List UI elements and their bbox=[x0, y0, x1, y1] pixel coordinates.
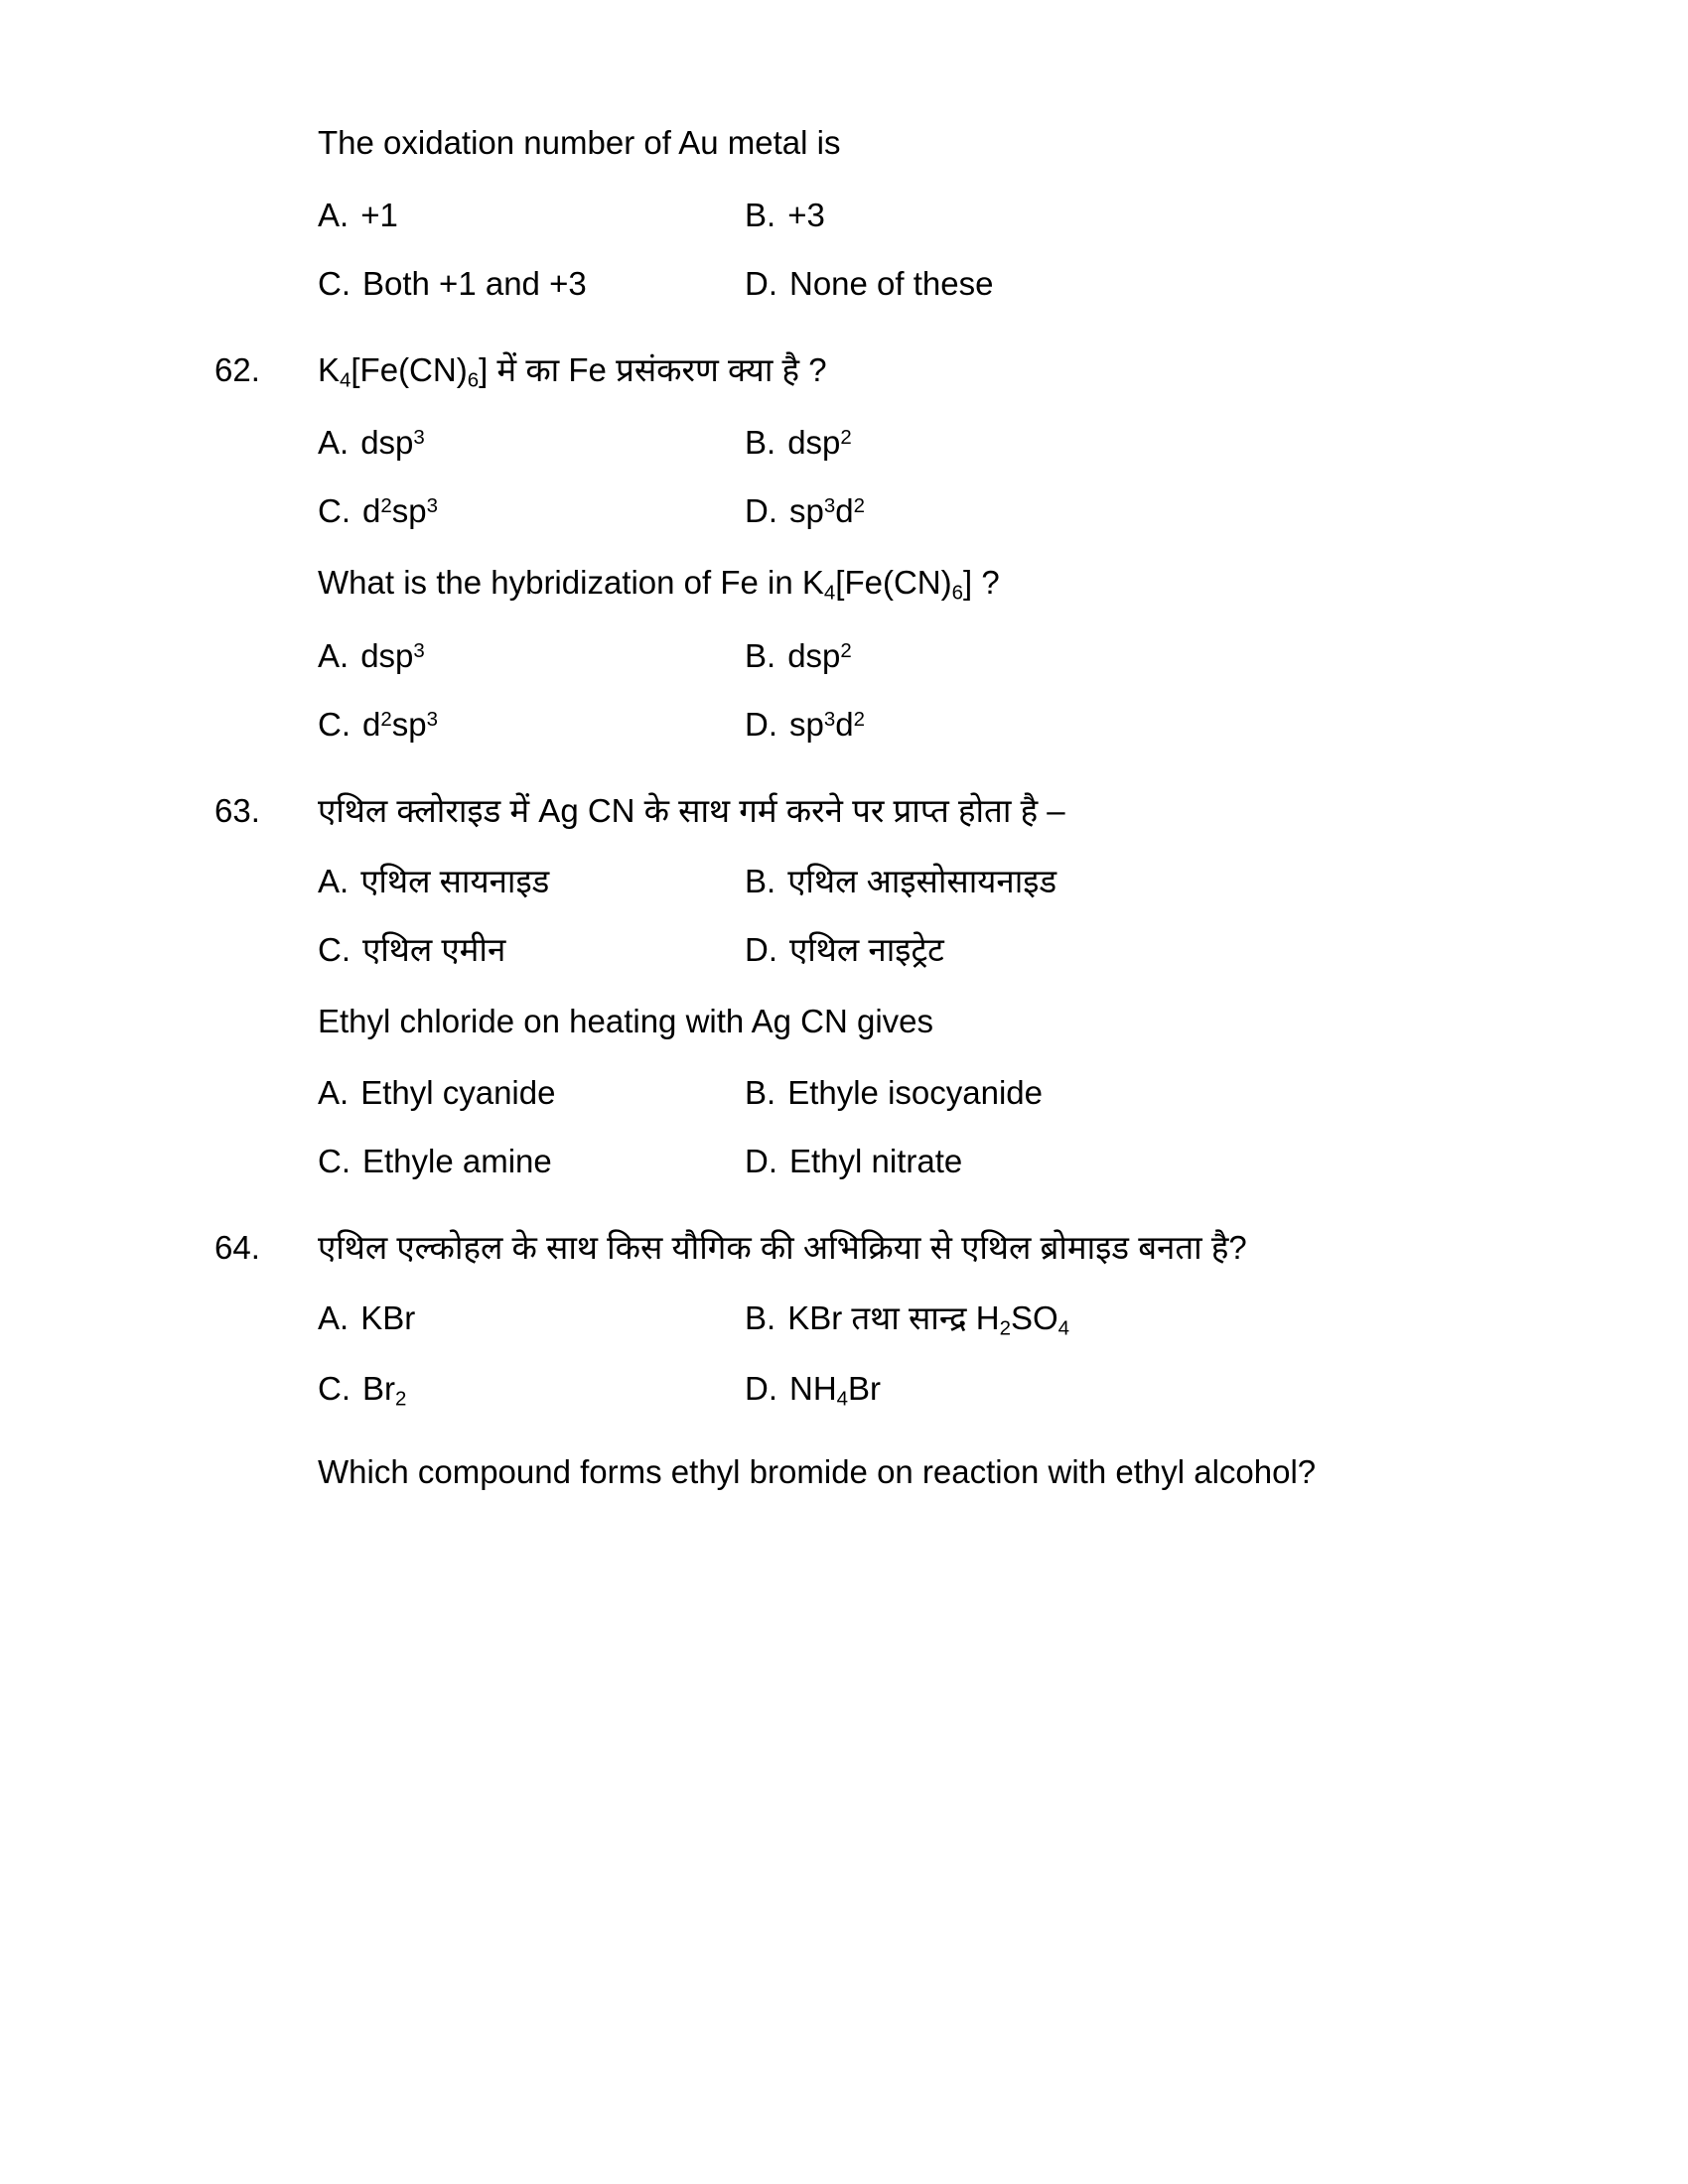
question-number: 62. bbox=[214, 350, 260, 388]
option-a[interactable] bbox=[318, 195, 745, 237]
option-b[interactable] bbox=[745, 1072, 1519, 1115]
option-letter: A. bbox=[318, 862, 350, 899]
option-label: KBr तथा सान्द्र $H_2SO_4$ bbox=[787, 1299, 1069, 1340]
question-block-64-english bbox=[209, 1439, 1519, 1505]
option-d[interactable] bbox=[745, 490, 1519, 533]
option-d[interactable] bbox=[745, 263, 1519, 306]
option-row bbox=[318, 490, 1519, 533]
option-label: Both +1 and +3 bbox=[362, 264, 587, 302]
option-d[interactable] bbox=[745, 704, 1519, 747]
option-letter: B. bbox=[745, 1299, 776, 1337]
option-letter: C. bbox=[318, 930, 351, 968]
question-heading bbox=[209, 349, 1519, 394]
option-group bbox=[318, 1297, 1519, 1414]
option-letter: B. bbox=[745, 1074, 776, 1112]
option-row bbox=[318, 263, 1519, 306]
option-label: dsp$^2$ bbox=[787, 637, 852, 675]
option-label: $Br_2$ bbox=[362, 1370, 407, 1412]
option-letter: A. bbox=[318, 196, 350, 233]
option-label: एथिल आइसोसायनाइड bbox=[787, 862, 1057, 899]
option-c[interactable] bbox=[318, 490, 745, 533]
option-label: एथिल सायनाइड bbox=[360, 862, 550, 899]
option-letter: D. bbox=[745, 1370, 777, 1408]
option-c[interactable] bbox=[318, 263, 745, 306]
question-block-63-english bbox=[209, 998, 1519, 1184]
option-letter: D. bbox=[745, 491, 777, 529]
option-letter: C. bbox=[318, 264, 351, 302]
option-label: $d^2sp^3$ bbox=[362, 705, 438, 743]
option-row bbox=[318, 704, 1519, 747]
question-list bbox=[209, 119, 1519, 1533]
question-heading bbox=[209, 1227, 1519, 1270]
option-row bbox=[318, 861, 1519, 903]
option-d[interactable] bbox=[745, 929, 1519, 972]
option-a[interactable] bbox=[318, 1072, 745, 1115]
option-letter: B. bbox=[745, 423, 776, 461]
question-block-62-english bbox=[209, 559, 1519, 747]
option-b[interactable] bbox=[745, 422, 1519, 465]
option-label: None of these bbox=[789, 264, 994, 302]
question-block-63-hindi bbox=[209, 790, 1519, 972]
option-row bbox=[318, 635, 1519, 678]
option-label: Ethyle isocyanide bbox=[787, 1074, 1044, 1112]
option-letter: C. bbox=[318, 1370, 351, 1408]
block-spacer bbox=[209, 332, 1519, 349]
option-label: Ethyl cyanide bbox=[360, 1074, 556, 1112]
option-row bbox=[318, 1368, 1519, 1413]
option-c[interactable] bbox=[318, 1141, 745, 1183]
option-letter: C. bbox=[318, 491, 351, 529]
option-group bbox=[318, 195, 1519, 306]
question-stem: $K_4[Fe(CN)_6]$ में का Fe प्रसंकरण क्या है ? bbox=[318, 350, 827, 392]
option-label: $sp^3d^2$ bbox=[789, 705, 865, 743]
option-a[interactable] bbox=[318, 861, 745, 903]
option-c[interactable] bbox=[318, 1368, 745, 1413]
option-label: +3 bbox=[787, 196, 825, 233]
option-b[interactable] bbox=[745, 635, 1519, 678]
option-a[interactable] bbox=[318, 422, 745, 465]
question-stem: What is the hybridization of Fe in $K_4[Fe(CN)_6]$ ? bbox=[318, 563, 1000, 605]
option-group bbox=[318, 422, 1519, 533]
option-d[interactable] bbox=[745, 1368, 1519, 1413]
option-label: एथिल नाइट्रेट bbox=[789, 930, 944, 968]
option-row bbox=[318, 1072, 1519, 1115]
option-label: +1 bbox=[360, 196, 398, 233]
question-stem: Ethyl chloride on heating with Ag CN gives bbox=[318, 1002, 934, 1039]
option-row bbox=[318, 1297, 1519, 1342]
option-letter: C. bbox=[318, 705, 351, 743]
option-letter: A. bbox=[318, 637, 350, 675]
option-label: KBr bbox=[360, 1299, 416, 1337]
block-spacer bbox=[209, 772, 1519, 790]
option-letter: B. bbox=[745, 637, 776, 675]
option-letter: D. bbox=[745, 930, 777, 968]
question-block-62-hindi bbox=[209, 349, 1519, 533]
option-a[interactable] bbox=[318, 1297, 745, 1342]
option-letter: B. bbox=[745, 862, 776, 899]
option-letter: D. bbox=[745, 264, 777, 302]
option-label: $d^2sp^3$ bbox=[362, 491, 438, 529]
question-stem: एथिल क्लोराइड में Ag CN के साथ गर्म करने पर प्राप्त होता है – bbox=[318, 791, 1065, 829]
option-label: dsp$^3$ bbox=[360, 423, 425, 461]
option-a[interactable] bbox=[318, 635, 745, 678]
option-b[interactable] bbox=[745, 195, 1519, 237]
option-letter: D. bbox=[745, 705, 777, 743]
option-row bbox=[318, 1141, 1519, 1183]
question-stem: The oxidation number of Au metal is bbox=[318, 124, 841, 161]
option-b[interactable] bbox=[745, 861, 1519, 903]
option-label: Ethyle amine bbox=[362, 1143, 552, 1180]
option-letter: C. bbox=[318, 1143, 351, 1180]
option-label: $sp^3d^2$ bbox=[789, 491, 865, 529]
option-label: dsp$^2$ bbox=[787, 423, 852, 461]
question-block-oxidation-number-au bbox=[209, 119, 1519, 306]
question-stem: Which compound forms ethyl bromide on reaction with ethyl alcohol? bbox=[318, 1452, 1317, 1490]
option-group bbox=[318, 1072, 1519, 1183]
option-row bbox=[318, 422, 1519, 465]
question-stem: एथिल एल्कोहल के साथ किस यौगिक की अभिक्रिया से एथिल ब्रोमाइड बनता है? bbox=[318, 1229, 1247, 1267]
option-letter: A. bbox=[318, 1074, 350, 1112]
option-group bbox=[318, 861, 1519, 972]
option-label: Ethyl nitrate bbox=[789, 1143, 963, 1180]
question-number: 64. bbox=[214, 1229, 260, 1267]
option-b[interactable] bbox=[745, 1297, 1519, 1342]
option-label: एथिल एमीन bbox=[362, 930, 506, 968]
option-c[interactable] bbox=[318, 704, 745, 747]
option-letter: D. bbox=[745, 1143, 777, 1180]
option-group bbox=[318, 635, 1519, 747]
option-d[interactable] bbox=[745, 1141, 1519, 1183]
option-letter: A. bbox=[318, 423, 350, 461]
block-spacer bbox=[209, 1209, 1519, 1227]
option-row bbox=[318, 929, 1519, 972]
question-block-64-hindi bbox=[209, 1227, 1519, 1413]
option-label: $NH_4Br$ bbox=[789, 1370, 882, 1412]
option-row bbox=[318, 195, 1519, 237]
option-c[interactable] bbox=[318, 929, 745, 972]
option-letter: B. bbox=[745, 196, 776, 233]
option-letter: A. bbox=[318, 1299, 350, 1337]
question-number: 63. bbox=[214, 791, 260, 829]
question-heading bbox=[209, 790, 1519, 833]
option-label: dsp$^3$ bbox=[360, 637, 425, 675]
